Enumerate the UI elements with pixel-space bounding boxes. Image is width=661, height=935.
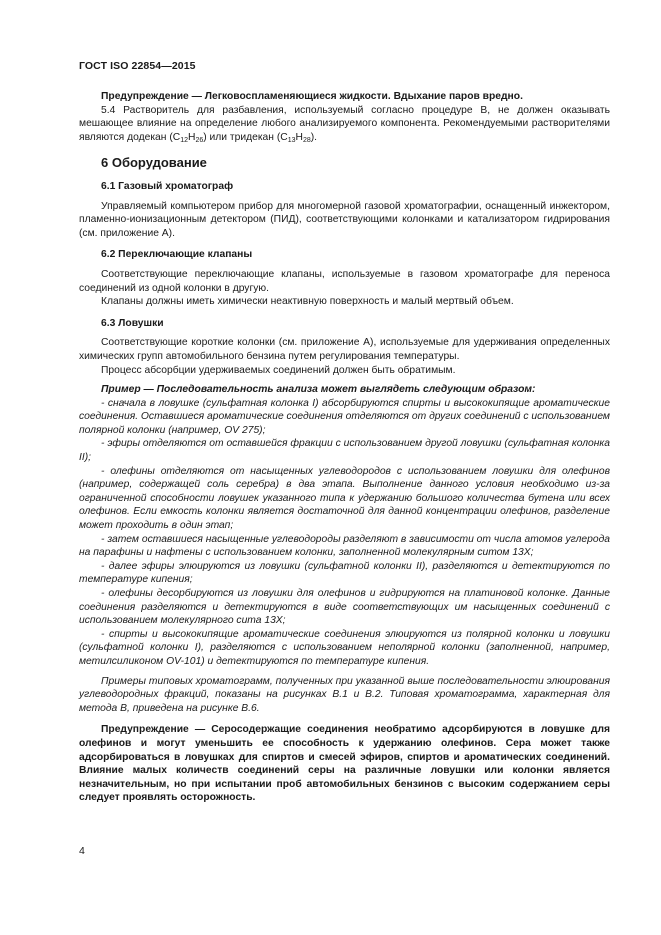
section-6-2-text-2: Клапаны должны иметь химически неактивную поверхность и малый мертвый объем. [101,296,514,308]
example-item: - спирты и высококипящие ароматические соединения элюируются из полярной колонки и ловушки (сульфатной колонки I), разделяются с использованием неполярной колонки (заполненной, например, метилсиликоном OV-101) и детектируются по температуре кипения. [79,628,610,667]
example-item: - сначала в ловушке (сульфатная колонка I) абсорбируются спирты и высококипящие ароматические соединения. Оставшиеся ароматические соединения отделяются от других соединений с использованием полярной колонки (например, OV 275); [79,397,610,436]
section-6-2-text-1: Соответствующие переключающие клапаны, используемые в газовом хроматографе для переноса соединений из одной колонки в другую. [79,268,610,294]
example-item: - затем оставшиеся насыщенные углеводороды разделяют в зависимости от числа атомов углерода на парафины и нафтены с использованием колонки, заполненной молекулярным ситом 13X; [79,533,610,559]
example-note: Примеры типовых хроматограмм, полученных при указанной выше последовательности элюирования углеводородных фракций, показаны на рисунках В.1 и В.2. Типовая хроматограмма, характерная для метода В, приведена на рисунке В.6. [79,675,610,714]
section-6-heading: 6 Оборудование [101,155,207,171]
section-6-3-text-1: Соответствующие короткие колонки (см. приложение А), используемые для удерживания определенных химических групп автомобильного бензина путем регулирования температуры. [79,337,610,362]
document-header: ГОСТ ISO 22854—2015 [79,60,196,72]
example-item: - олефины отделяются от насыщенных углеводородов с использованием ловушки для олефинов (например, содержащей соль серебра) в два этапа. Выполнение данного условия необходимо из-за ограниченной способности ловушек указанного типа к удержанию большого количества бутена или всех олефинов. Если емкость колонки является достаточной для данной концентрации олефинов, разделение может проходить в один этап; [79,465,610,532]
example-item: - далее эфиры элюируются из ловушки (сульфатной колонки II), разделяются и детектируются по температуре кипения; [79,560,610,586]
section-6-2-heading: 6.2 Переключающие клапаны [101,249,253,261]
paragraph-5-4: 5.4 Растворитель для разбавления, используемый согласно процедуре В, не должен оказывать мешающее влияние на определение любого анализируемого компонента. Рекомендуемыми растворителями являются додекан $(C_{12}H_{26})$ или тридекан $(C_{13}H_{28})$. [79,104,610,144]
section-6-1-text: Управляемый компьютером прибор для многомерной газовой хроматографии, оснащенный инжектором, пламенно-ионизационным детектором (ПИД), соответствующими колонками и катализатором гидрирования (см. приложение А). [79,200,610,239]
page-number: 4 [79,845,85,857]
example-item: - эфиры отделяются от оставшейся фракции с использованием другой ловушки (сульфатная колонка II); [79,438,610,464]
section-6-3-text-2: Процесс абсорбции удерживаемых соединений должен быть обратимым. [101,364,456,376]
section-6-1-heading: 6.1 Газовый хроматограф [101,180,234,192]
section-6-3-heading: 6.3 Ловушки [101,317,164,329]
example-item: - олефины десорбируются из ловушки для олефинов и гидрируются на платиновой колонке. Данные соединения разделяются и детектируются в виде соответствующих им насыщенных соединений с использованием молекулярного сита 13X; [79,588,610,627]
warning-flammable: Предупреждение — Легковоспламеняющиеся жидкости. Вдыхание паров вредно. [101,91,523,102]
example-intro: Пример — Последовательность анализа может выглядеть следующим образом: [101,384,536,396]
warning-sulfur: Предупреждение — Серосодержащие соединения необратимо адсорбируются в ловушке для олефинов и могут уменьшить ее способность к удержанию олефинов. Сера может также адсорбироваться в ловушках для спиртов и смесей эфиров, спиртов и ароматических соединений. Влияние малых количеств соединений серы на различные ловушки или колонки является незначительным, но при испытании проб автомобильных бензинов с высоким содержанием серы следует проявлять осторожность. [79,724,610,804]
document-body [79,90,610,805]
